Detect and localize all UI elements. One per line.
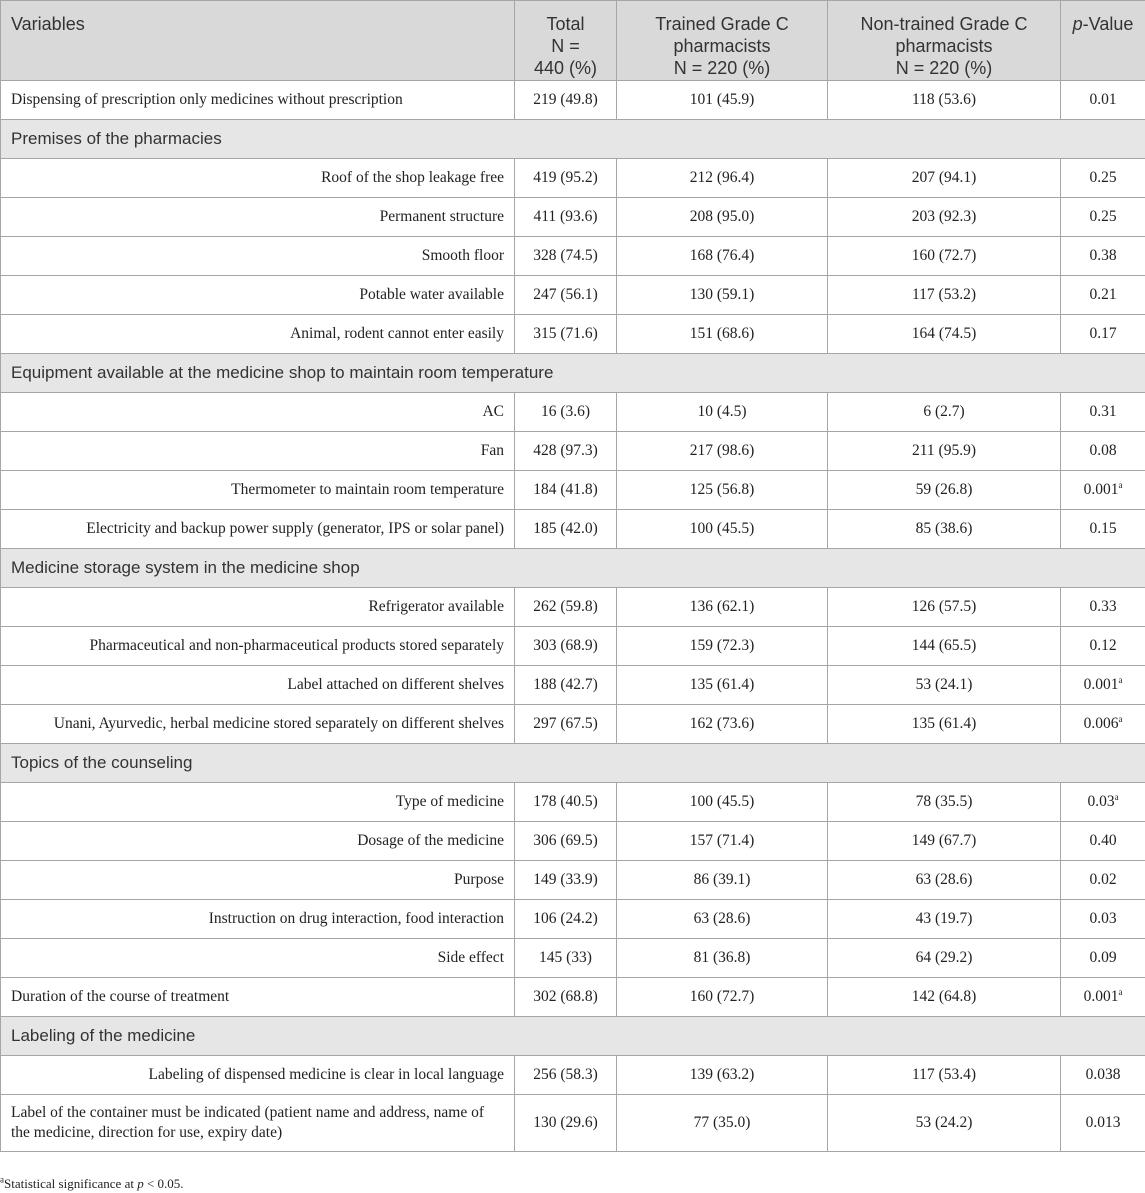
trained-cell: 157 (71.4) <box>617 822 828 861</box>
significance-mark: a <box>1114 791 1119 802</box>
trained-cell: 77 (35.0) <box>617 1095 828 1152</box>
pvalue-cell <box>1061 783 1145 822</box>
pvalue-text: 0.31 <box>1089 403 1117 420</box>
nontrained-header-line3: N = 220 (%) <box>895 58 993 78</box>
pvalue-cell <box>1061 471 1145 510</box>
nontrained-cell: 118 (53.6) <box>828 81 1061 120</box>
variable-cell: Fan <box>1 432 515 471</box>
total-header-line2: N = <box>551 36 580 56</box>
total-cell: 219 (49.8) <box>515 81 617 120</box>
total-header-line3: 440 (%) <box>533 58 598 78</box>
trained-cell: 217 (98.6) <box>617 432 828 471</box>
nontrained-cell: 164 (74.5) <box>828 315 1061 354</box>
footnote <box>0 1176 184 1192</box>
pvalue-cell <box>1061 198 1145 237</box>
pvalue-text: 0.33 <box>1089 598 1117 615</box>
table-row <box>1 705 1145 744</box>
variable-cell: Permanent structure <box>1 198 515 237</box>
total-cell: 315 (71.6) <box>515 315 617 354</box>
trained-cell: 135 (61.4) <box>617 666 828 705</box>
pvalue-cell <box>1061 81 1145 120</box>
pvalue-cell <box>1061 1056 1145 1095</box>
table-body <box>1 81 1145 1152</box>
nontrained-cell: 135 (61.4) <box>828 705 1061 744</box>
nontrained-cell: 6 (2.7) <box>828 393 1061 432</box>
footnote-mark: a <box>0 1174 4 1185</box>
table-row <box>1 315 1145 354</box>
variable-cell: Dosage of the medicine <box>1 822 515 861</box>
trained-header-line3: N = 220 (%) <box>673 58 771 78</box>
trained-cell: 159 (72.3) <box>617 627 828 666</box>
section-row <box>1 549 1145 588</box>
total-cell: 188 (42.7) <box>515 666 617 705</box>
pvalue-text: 0.08 <box>1089 442 1117 459</box>
pvalue-text: 0.013 <box>1085 1114 1121 1131</box>
total-cell: 262 (59.8) <box>515 588 617 627</box>
trained-header-line2: pharmacists <box>673 36 771 56</box>
trained-cell: 10 (4.5) <box>617 393 828 432</box>
trained-cell: 151 (68.6) <box>617 315 828 354</box>
pvalue-cell <box>1061 588 1145 627</box>
variable-cell: Refrigerator available <box>1 588 515 627</box>
variable-cell: Label of the container must be indicated (patient name and address, name of the medicine, direction for use, expiry date) <box>1 1095 515 1152</box>
table-row <box>1 198 1145 237</box>
total-header <box>515 1 617 81</box>
pvalue-text: 0.15 <box>1089 520 1117 537</box>
table-row <box>1 666 1145 705</box>
trained-cell: 208 (95.0) <box>617 198 828 237</box>
pvalue-text: 0.38 <box>1089 247 1117 264</box>
pvalue-text: 0.001 <box>1083 988 1119 1005</box>
nontrained-cell: 117 (53.4) <box>828 1056 1061 1095</box>
nontrained-header-line2: pharmacists <box>895 36 993 56</box>
table-row <box>1 159 1145 198</box>
nontrained-cell: 85 (38.6) <box>828 510 1061 549</box>
variable-cell: AC <box>1 393 515 432</box>
nontrained-cell: 149 (67.7) <box>828 822 1061 861</box>
pvalue-text: 0.03 <box>1089 910 1117 927</box>
table-row <box>1 978 1145 1017</box>
pvalue-cell <box>1061 822 1145 861</box>
table-row <box>1 861 1145 900</box>
pvalue-cell <box>1061 978 1145 1017</box>
table-row <box>1 393 1145 432</box>
table-row <box>1 510 1145 549</box>
total-cell: 145 (33) <box>515 939 617 978</box>
pvalue-cell <box>1061 393 1145 432</box>
pvalue-cell <box>1061 666 1145 705</box>
nontrained-header-line1: Non-trained Grade C <box>860 14 1028 34</box>
section-title: Labeling of the medicine <box>1 1017 1145 1056</box>
pvalue-header-p: p <box>1072 14 1083 34</box>
variable-cell: Pharmaceutical and non-pharmaceutical products stored separately <box>1 627 515 666</box>
trained-cell: 100 (45.5) <box>617 783 828 822</box>
nontrained-cell: 211 (95.9) <box>828 432 1061 471</box>
variable-cell: Duration of the course of treatment <box>1 978 515 1017</box>
pvalue-text: 0.001 <box>1083 481 1119 498</box>
nontrained-cell: 43 (19.7) <box>828 900 1061 939</box>
trained-cell: 100 (45.5) <box>617 510 828 549</box>
trained-cell: 86 (39.1) <box>617 861 828 900</box>
variable-cell: Dispensing of prescription only medicines without prescription <box>1 81 515 120</box>
pvalue-cell <box>1061 939 1145 978</box>
trained-cell: 139 (63.2) <box>617 1056 828 1095</box>
pvalue-cell <box>1061 159 1145 198</box>
trained-header-line1: Trained Grade C <box>655 14 789 34</box>
section-row <box>1 744 1145 783</box>
trained-cell: 130 (59.1) <box>617 276 828 315</box>
table-row <box>1 276 1145 315</box>
variable-cell: Instruction on drug interaction, food interaction <box>1 900 515 939</box>
total-cell: 328 (74.5) <box>515 237 617 276</box>
variable-cell: Label attached on different shelves <box>1 666 515 705</box>
pvalue-cell <box>1061 627 1145 666</box>
variable-cell: Thermometer to maintain room temperature <box>1 471 515 510</box>
pvalue-cell <box>1061 1095 1145 1152</box>
footnote-text-after: < 0.05. <box>143 1176 184 1191</box>
total-cell: 419 (95.2) <box>515 159 617 198</box>
table-row <box>1 237 1145 276</box>
trained-cell: 63 (28.6) <box>617 900 828 939</box>
significance-mark: a <box>1118 674 1123 685</box>
section-row <box>1 120 1145 159</box>
trained-cell: 160 (72.7) <box>617 978 828 1017</box>
total-cell: 256 (58.3) <box>515 1056 617 1095</box>
total-cell: 306 (69.5) <box>515 822 617 861</box>
total-cell: 303 (68.9) <box>515 627 617 666</box>
variables-header: Variables <box>1 1 515 81</box>
trained-cell: 212 (96.4) <box>617 159 828 198</box>
table-row <box>1 588 1145 627</box>
footnote-text: Statistical significance at <box>4 1176 138 1191</box>
trained-cell: 168 (76.4) <box>617 237 828 276</box>
pvalue-text: 0.006 <box>1083 715 1119 732</box>
variable-cell: Roof of the shop leakage free <box>1 159 515 198</box>
table-row <box>1 939 1145 978</box>
section-title: Medicine storage system in the medicine shop <box>1 549 1145 588</box>
total-cell: 247 (56.1) <box>515 276 617 315</box>
section-row <box>1 1017 1145 1056</box>
total-cell: 185 (42.0) <box>515 510 617 549</box>
nontrained-cell: 64 (29.2) <box>828 939 1061 978</box>
variable-cell: Smooth floor <box>1 237 515 276</box>
pvalue-cell <box>1061 861 1145 900</box>
table-row <box>1 783 1145 822</box>
nontrained-cell: 117 (53.2) <box>828 276 1061 315</box>
trained-header <box>617 1 828 81</box>
pvalue-header <box>1061 1 1145 81</box>
total-cell: 184 (41.8) <box>515 471 617 510</box>
pvalue-cell <box>1061 510 1145 549</box>
variable-cell: Potable water available <box>1 276 515 315</box>
trained-cell: 81 (36.8) <box>617 939 828 978</box>
pvalue-cell <box>1061 432 1145 471</box>
pvalue-cell <box>1061 705 1145 744</box>
pvalue-text: 0.038 <box>1085 1066 1121 1083</box>
variable-cell: Labeling of dispensed medicine is clear in local language <box>1 1056 515 1095</box>
pvalue-text: 0.09 <box>1089 949 1117 966</box>
total-cell: 16 (3.6) <box>515 393 617 432</box>
table-row <box>1 1095 1145 1152</box>
nontrained-cell: 144 (65.5) <box>828 627 1061 666</box>
total-cell: 178 (40.5) <box>515 783 617 822</box>
pvalue-cell <box>1061 276 1145 315</box>
trained-cell: 125 (56.8) <box>617 471 828 510</box>
table-row <box>1 81 1145 120</box>
nontrained-cell: 203 (92.3) <box>828 198 1061 237</box>
table-row <box>1 627 1145 666</box>
pvalue-text: 0.40 <box>1089 832 1117 849</box>
pvalue-text: 0.25 <box>1089 208 1117 225</box>
variable-cell: Animal, rodent cannot enter easily <box>1 315 515 354</box>
pvalue-text: 0.25 <box>1089 169 1117 186</box>
nontrained-cell: 53 (24.2) <box>828 1095 1061 1152</box>
variable-cell: Unani, Ayurvedic, herbal medicine stored separately on different shelves <box>1 705 515 744</box>
pvalue-text: 0.12 <box>1089 637 1117 654</box>
section-title: Premises of the pharmacies <box>1 120 1145 159</box>
nontrained-cell: 63 (28.6) <box>828 861 1061 900</box>
pvalue-text: 0.21 <box>1089 286 1117 303</box>
total-cell: 149 (33.9) <box>515 861 617 900</box>
pvalue-text: 0.001 <box>1083 676 1119 693</box>
pvalue-text: 0.17 <box>1089 325 1117 342</box>
total-cell: 302 (68.8) <box>515 978 617 1017</box>
pvalue-text: 0.01 <box>1089 91 1117 108</box>
variable-cell: Electricity and backup power supply (generator, IPS or solar panel) <box>1 510 515 549</box>
nontrained-cell: 59 (26.8) <box>828 471 1061 510</box>
table-row <box>1 900 1145 939</box>
nontrained-header <box>828 1 1061 81</box>
variable-cell: Type of medicine <box>1 783 515 822</box>
pvalue-cell <box>1061 315 1145 354</box>
section-title: Equipment available at the medicine shop to maintain room temperature <box>1 354 1145 393</box>
significance-mark: a <box>1118 479 1123 490</box>
nontrained-cell: 78 (35.5) <box>828 783 1061 822</box>
pvalue-text: 0.03 <box>1087 793 1115 810</box>
header-row <box>1 1 1145 81</box>
nontrained-cell: 142 (64.8) <box>828 978 1061 1017</box>
variable-cell: Purpose <box>1 861 515 900</box>
pvalue-cell <box>1061 900 1145 939</box>
total-header-line1: Total <box>546 14 585 34</box>
total-cell: 411 (93.6) <box>515 198 617 237</box>
pvalue-cell <box>1061 237 1145 276</box>
table-row <box>1 1056 1145 1095</box>
significance-mark: a <box>1118 713 1123 724</box>
significance-mark: a <box>1118 986 1123 997</box>
pvalue-header-rest: -Value <box>1082 14 1134 34</box>
total-cell: 106 (24.2) <box>515 900 617 939</box>
section-row <box>1 354 1145 393</box>
table-row <box>1 432 1145 471</box>
total-cell: 130 (29.6) <box>515 1095 617 1152</box>
pvalue-text: 0.02 <box>1089 871 1117 888</box>
nontrained-cell: 53 (24.1) <box>828 666 1061 705</box>
table-row <box>1 822 1145 861</box>
trained-cell: 101 (45.9) <box>617 81 828 120</box>
nontrained-cell: 126 (57.5) <box>828 588 1061 627</box>
footnote-p: p <box>137 1176 144 1191</box>
table-row <box>1 471 1145 510</box>
trained-cell: 162 (73.6) <box>617 705 828 744</box>
total-cell: 428 (97.3) <box>515 432 617 471</box>
nontrained-cell: 207 (94.1) <box>828 159 1061 198</box>
variable-cell: Side effect <box>1 939 515 978</box>
section-title: Topics of the counseling <box>1 744 1145 783</box>
nontrained-cell: 160 (72.7) <box>828 237 1061 276</box>
total-cell: 297 (67.5) <box>515 705 617 744</box>
trained-cell: 136 (62.1) <box>617 588 828 627</box>
